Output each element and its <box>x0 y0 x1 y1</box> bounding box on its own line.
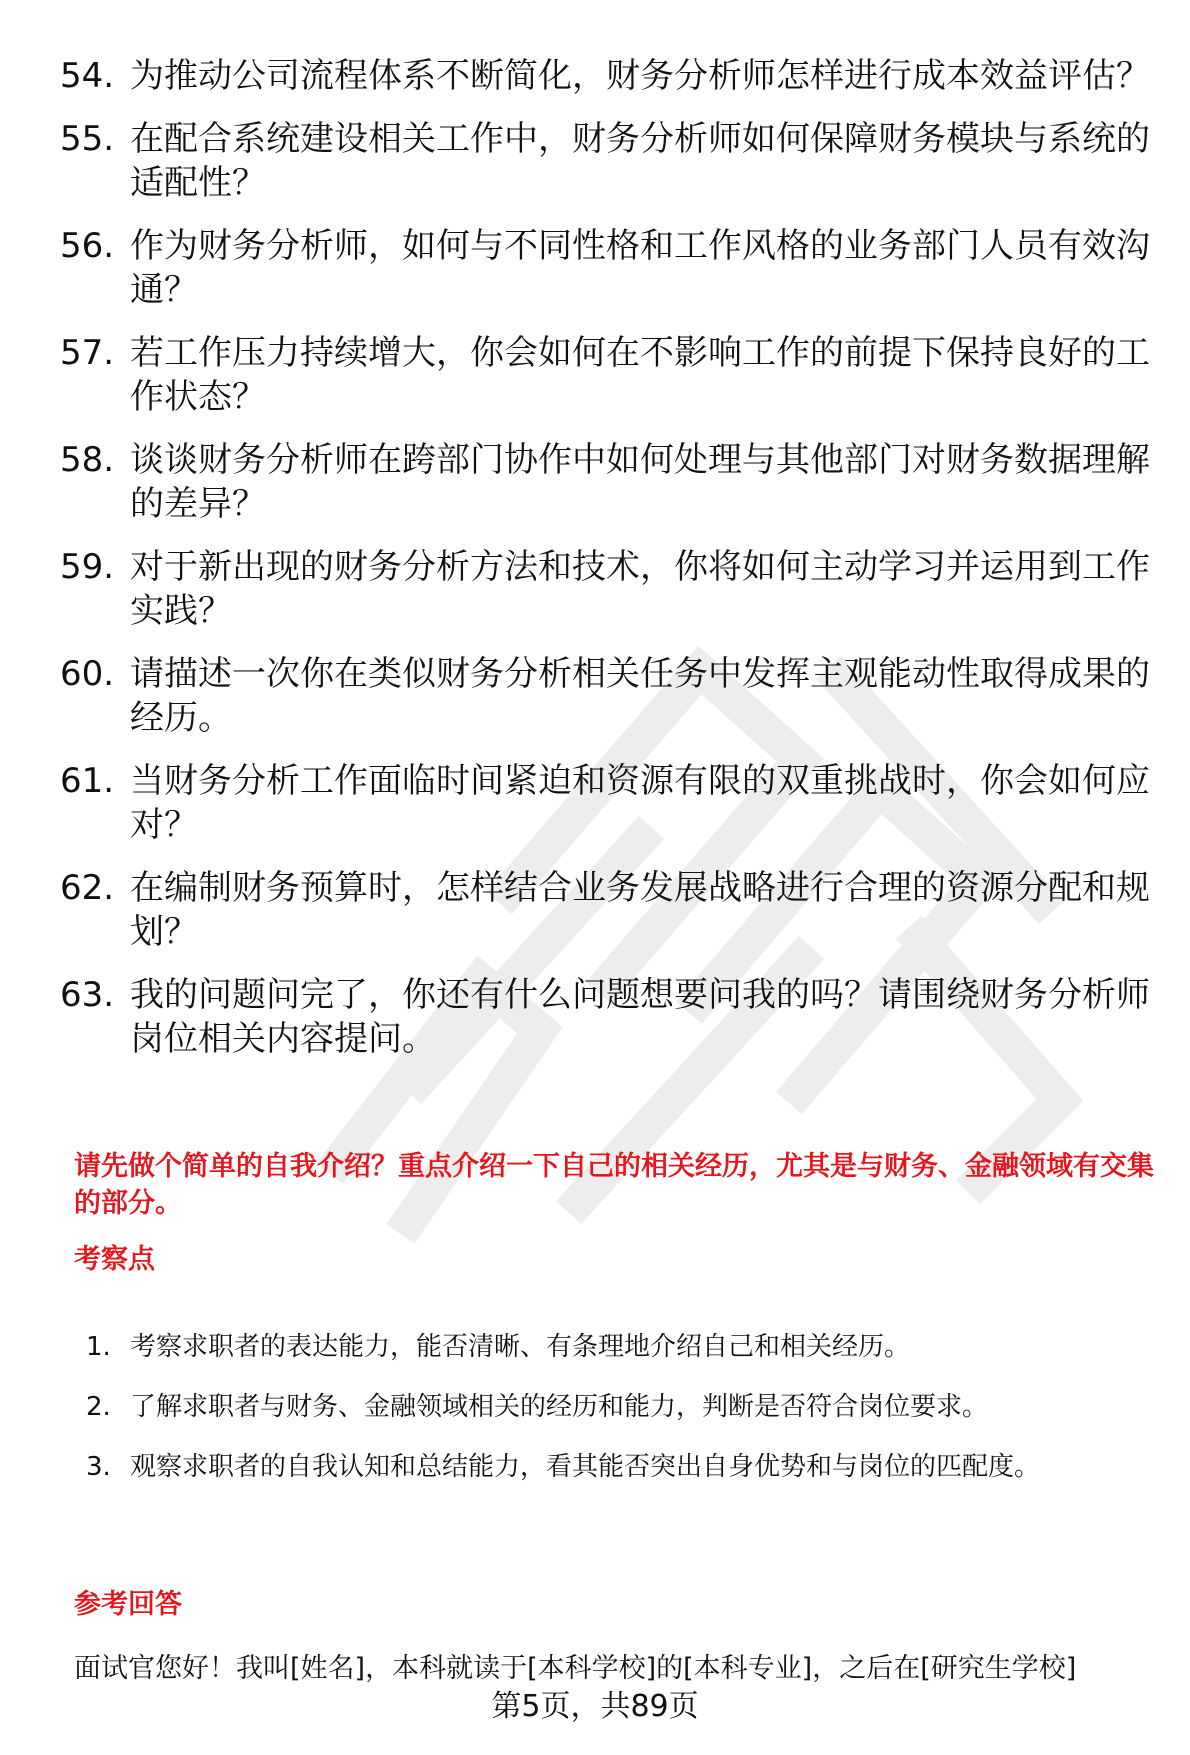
question-number: 55. <box>60 119 115 159</box>
question-item <box>60 438 1150 526</box>
point-number: 3. <box>86 1452 111 1482</box>
point-number: 1. <box>86 1332 111 1362</box>
question-text: 在配合系统建设相关工作中，财务分析师如何保障财务模块与系统的适配性？ <box>130 119 1150 203</box>
question-text: 我的问题问完了，你还有什么问题想要问我的吗？请围绕财务分析师岗位相关内容提问。 <box>130 975 1150 1059</box>
question-number: 60. <box>60 654 115 694</box>
point-number: 2. <box>86 1392 111 1422</box>
question-text: 请描述一次你在类似财务分析相关任务中发挥主观能动性取得成果的经历。 <box>130 654 1150 738</box>
question-text: 在编制财务预算时，怎样结合业务发展战略进行合理的资源分配和规划？ <box>130 868 1150 952</box>
question-text: 谈谈财务分析师在跨部门协作中如何处理与其他部门对财务数据理解的差异？ <box>130 440 1150 524</box>
question-number: 58. <box>60 440 115 480</box>
question-number: 62. <box>60 868 115 908</box>
question-number: 57. <box>60 333 115 373</box>
question-text: 若工作压力持续增大，你会如何在不影响工作的前提下保持良好的工作状态？ <box>130 333 1150 417</box>
question-number: 61. <box>60 761 115 801</box>
examination-heading: 考察点 <box>74 1244 155 1275</box>
question-text: 对于新出现的财务分析方法和技术，你将如何主动学习并运用到工作实践？ <box>130 547 1150 631</box>
question-number: 56. <box>60 226 115 266</box>
question-number: 59. <box>60 547 115 587</box>
examination-points <box>86 1317 1136 1497</box>
point-text: 观察求职者的自我认知和总结能力，看其能否突出自身优势和与岗位的匹配度。 <box>130 1452 1041 1482</box>
featured-question: 请先做个简单的自我介绍？重点介绍一下自己的相关经历，尤其是与财务、金融领域有交集的部分。 <box>74 1151 1154 1219</box>
question-item <box>60 759 1150 847</box>
answer-text: 面试官您好！我叫[姓名]，本科就读于[本科学校]的[本科专业]，之后在[研究生学校] <box>74 1653 1077 1684</box>
question-list <box>60 54 1150 1080</box>
question-item <box>60 545 1150 633</box>
point-text: 考察求职者的表达能力，能否清晰、有条理地介绍自己和相关经历。 <box>130 1332 911 1362</box>
question-item <box>60 117 1150 205</box>
examination-point <box>86 1377 1136 1437</box>
point-text: 了解求职者与财务、金融领域相关的经历和能力，判断是否符合岗位要求。 <box>130 1392 989 1422</box>
question-item <box>60 973 1150 1061</box>
question-text: 当财务分析工作面临时间紧迫和资源有限的双重挑战时，你会如何应对？ <box>130 761 1150 845</box>
question-item <box>60 331 1150 419</box>
question-item <box>60 54 1150 98</box>
question-text: 作为财务分析师，如何与不同性格和工作风格的业务部门人员有效沟通？ <box>130 226 1150 310</box>
question-item <box>60 224 1150 312</box>
question-number: 54. <box>60 56 115 96</box>
question-item <box>60 652 1150 740</box>
page-footer: 第5页，共89页 <box>491 1689 699 1724</box>
examination-point <box>86 1437 1136 1497</box>
question-number: 63. <box>60 975 115 1015</box>
answer-heading: 参考回答 <box>74 1589 182 1620</box>
question-text: 为推动公司流程体系不断简化，财务分析师怎样进行成本效益评估？ <box>130 56 1150 96</box>
question-item <box>60 866 1150 954</box>
examination-point <box>86 1317 1136 1377</box>
